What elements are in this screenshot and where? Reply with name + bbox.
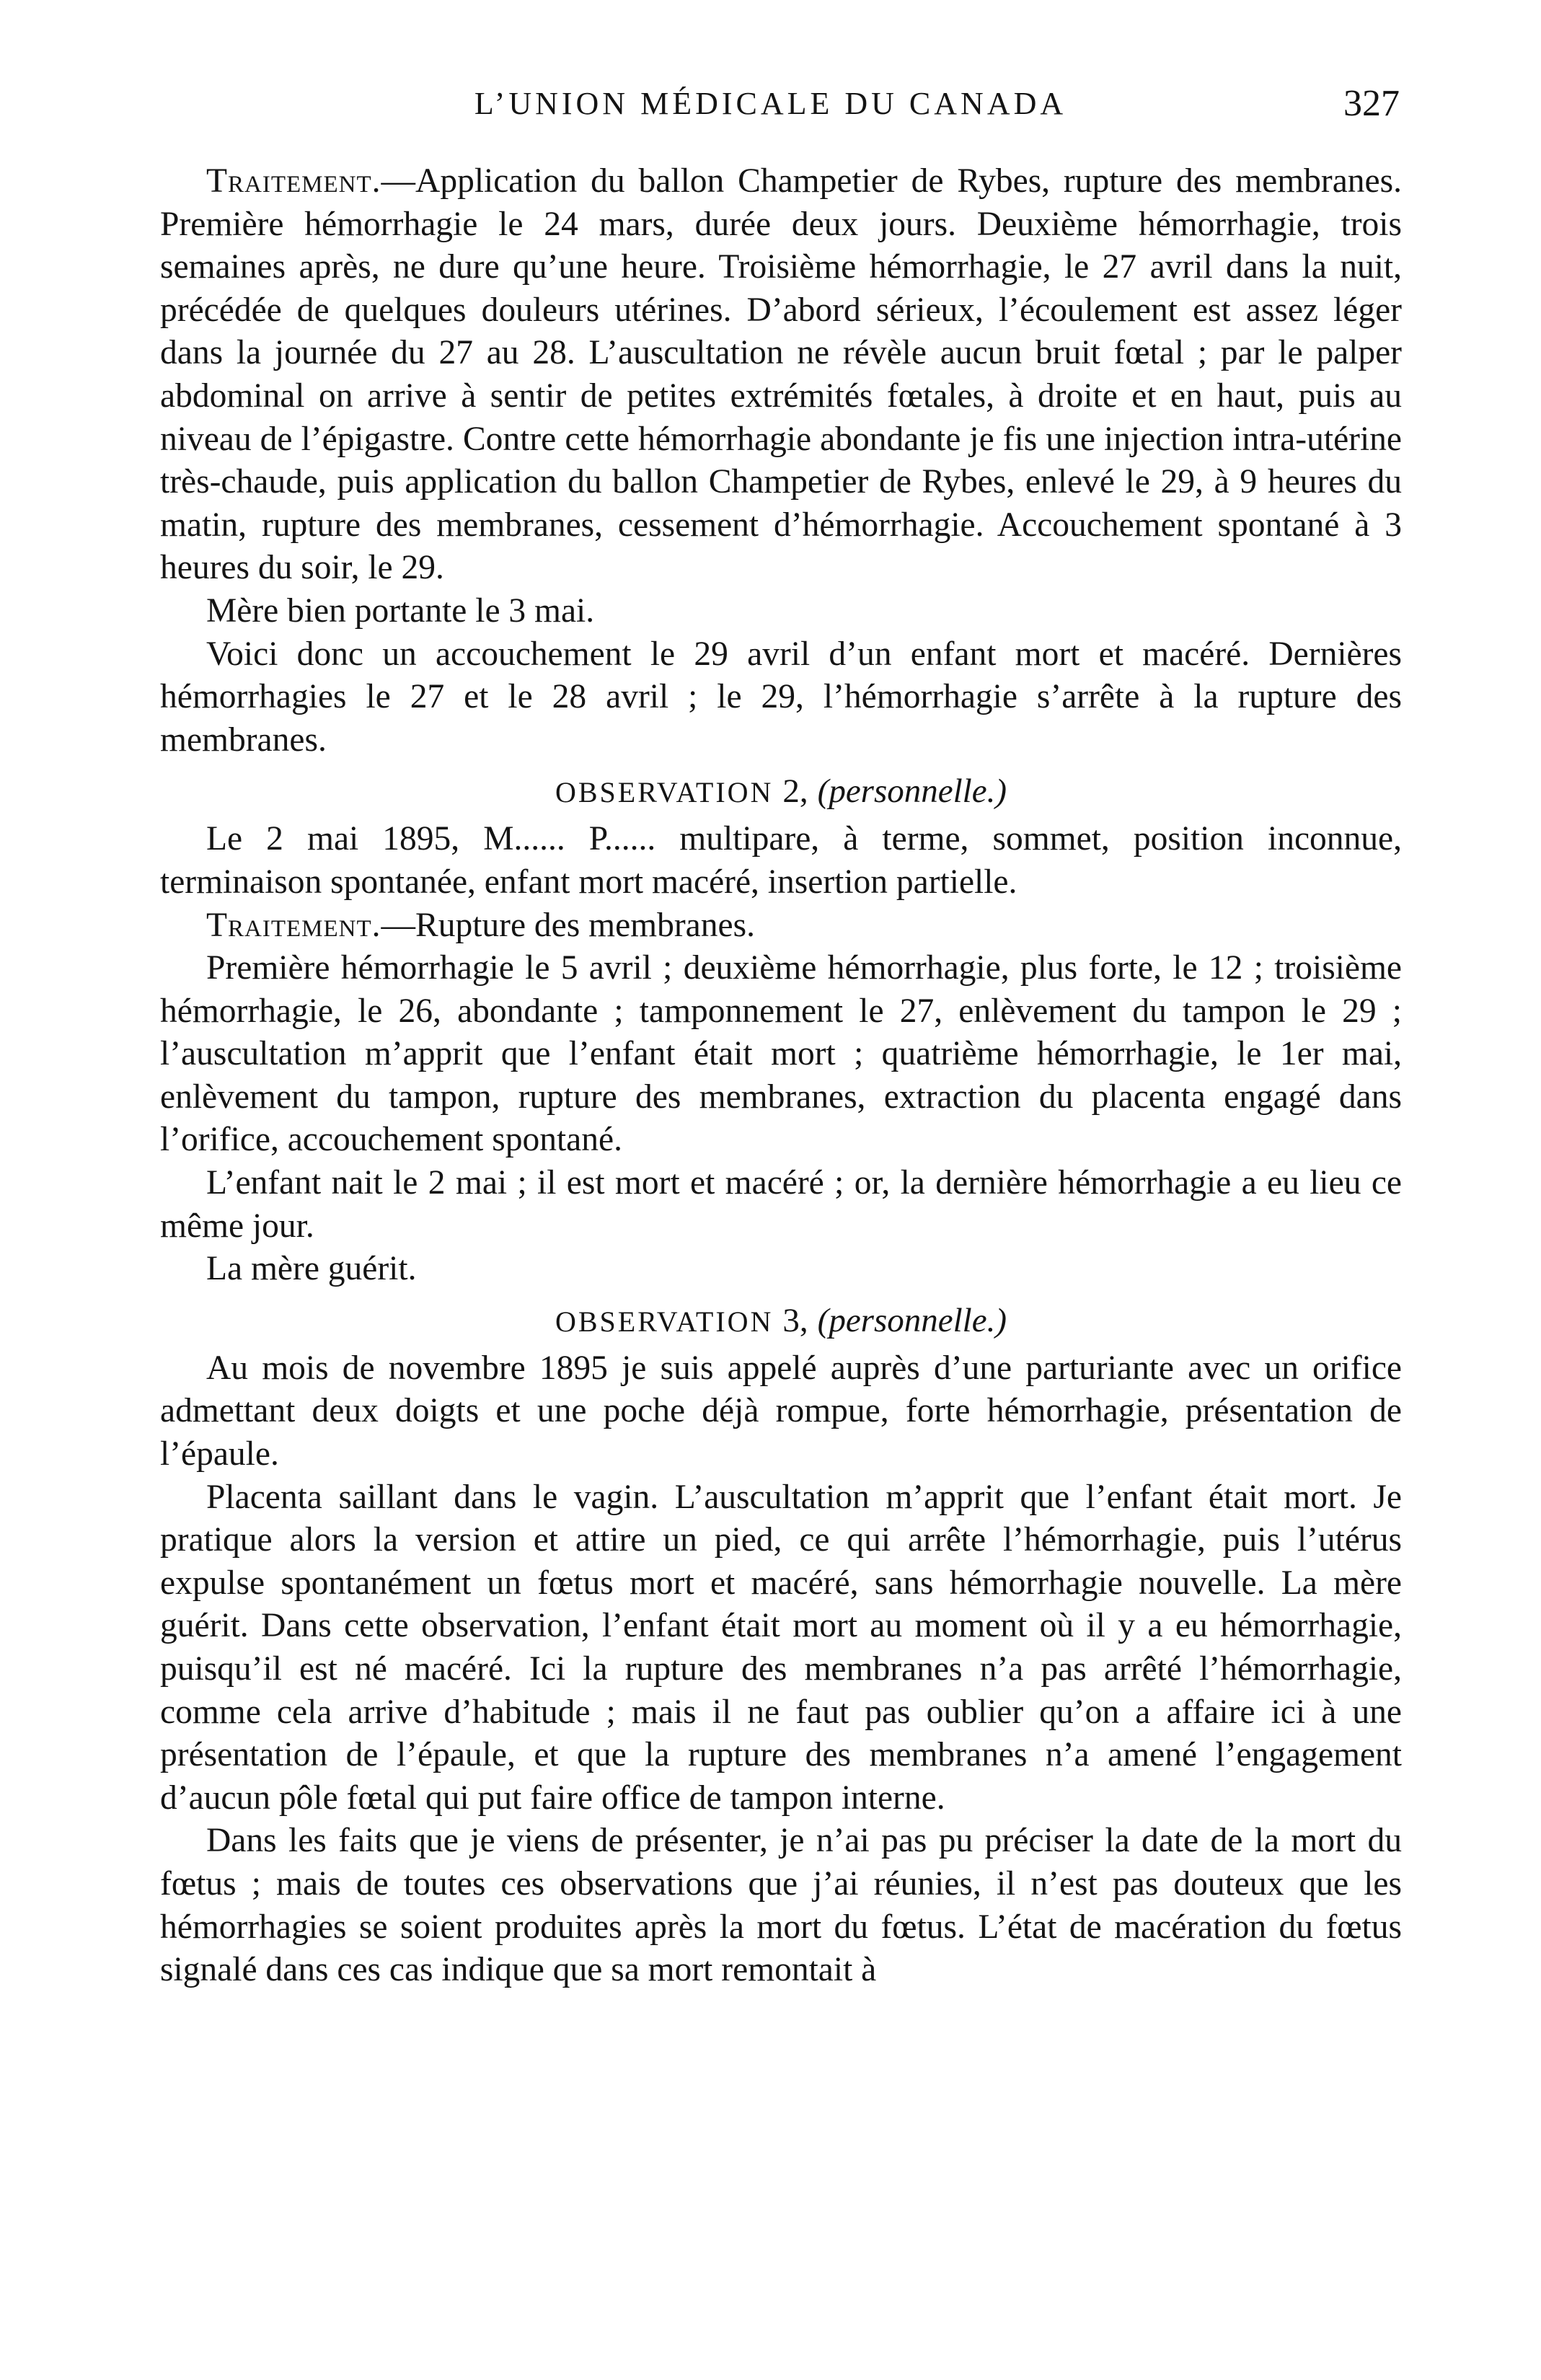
- paragraph-recovery-2: La mère guérit.: [206, 1250, 417, 1288]
- paragraph-discussion-3: Placenta saillant dans le vagin. L’auscultation m’apprit que l’enfant était mort. Je pratique alors la version et attire un pied, ce qui arrête l’hémorrhagie, puis l’utérus expulse spontanément un fœtus mort et macéré, sans hémorrhagie nouvelle. La mère guérit. Dans cette observation, l’enfant était mort au moment où il y a eu hémorrhagie, puisqu’il est né macéré. Ici la rupture des membranes n’a pas arrêté l’hémorrhagie, comme cela arrive d’habitude ; mais il ne faut pas oublier qu’on a affaire ici à une présentation de l’épaule, et que la rupture des membranes n’a amené l’engagement d’aucun pôle fœtal qui put faire office de tampon interne.: [160, 1478, 1402, 1817]
- paragraph-birth-2: L’enfant nait le 2 mai ; il est mort et macéré ; or, la dernière hémorrhagie a eu lieu ce même jour.: [160, 1164, 1402, 1245]
- treatment-lead: Traitement.: [206, 162, 381, 200]
- observation-2-note: (personnelle.): [817, 772, 1007, 811]
- paragraph-case-2: Le 2 mai 1895, M...... P...... multipare, à terme, sommet, position inconnue, terminaison spontanée, enfant mort macéré, insertion partielle.: [160, 820, 1402, 901]
- observation-3-note: (personnelle.): [817, 1301, 1007, 1339]
- treatment-2-lead: Traitement.: [206, 906, 381, 944]
- treatment-2-text: —Rupture des membranes.: [381, 906, 755, 944]
- paragraph-summary-1: Voici donc un accouchement le 29 avril d’un enfant mort et macéré. Dernières hémorrhagies le 27 et le 28 avril ; le 29, l’hémorrhagie s’arrête à la rupture des membranes.: [160, 635, 1402, 759]
- page-header: [0, 78, 1541, 128]
- paragraph-treatment-1: [160, 160, 1402, 590]
- paragraph-case-3: Au mois de novembre 1895 je suis appelé auprès d’une parturiante avec un orifice admettant deux doigts et une poche déjà rompue, forte hémorrhagie, présentation de l’épaule.: [160, 1349, 1402, 1473]
- paragraph-hemorrhages-2: Première hémorrhagie le 5 avril ; deuxième hémorrhagie, plus forte, le 12 ; troisième hémorrhagie, le 26, abondante ; tamponnement le 27, enlèvement du tampon le 29 ; l’auscultation m’apprit que l’enfant était mort ; quatrième hémorrhagie, le 1er mai, enlèvement du tampon, rupture des membranes, extraction du placenta engagé dans l’orifice, accouchement spontané.: [160, 949, 1402, 1159]
- paragraph-conclusion: Dans les faits que je viens de présenter, je n’ai pas pu préciser la date de la mort du fœtus ; mais de toutes ces observations que j’ai réunies, il n’est pas douteux que les hémorrhagies se soient produites après la mort du fœtus. L’état de macération du fœtus signalé dans ces cas indique que sa mort remontait à: [160, 1822, 1402, 1989]
- observation-3-number: 3,: [782, 1301, 808, 1339]
- observation-2-number: 2,: [782, 772, 808, 811]
- paragraph-treatment-2: [160, 904, 1402, 948]
- running-title: L’UNION MÉDICALE DU CANADA: [474, 86, 1067, 121]
- treatment-text: —Application du ballon Champetier de Rybes, rupture des membranes. Première hémorrhagie le 24 mars, durée deux jours. Deuxième hémorrhagie, trois semaines après, ne dure qu’une heure. Troisième hémorrhagie, le 27 avril dans la nuit, précédée de quelques douleurs utérines. D’abord sérieux, l’écoulement est assez léger dans la journée du 27 au 28. L’auscultation ne révèle aucun bruit fœtal ; par le palper abdominal on arrive à sentir de petites extrémités fœtales, à droite et en haut, puis au niveau de l’épigastre. Contre cette hémorrhagie abondante je fis une injection intra-utérine très-chaude, puis application du ballon Champetier de Rybes, enlevé le 29, à 9 heures du matin, rupture des membranes, cessement d’hémorrhagie. Accouchement spontané à 3 heures du soir, le 29.: [160, 162, 1402, 587]
- observation-3-heading: [160, 1294, 1402, 1347]
- page-number: 327: [1343, 83, 1400, 124]
- observation-2-heading: [160, 764, 1402, 818]
- observation-2-label: OBSERVATION: [555, 776, 774, 809]
- observation-3-label: OBSERVATION: [555, 1305, 774, 1338]
- paragraph-mother-well: Mère bien portante le 3 mai.: [206, 591, 595, 630]
- body-text: [160, 160, 1402, 1992]
